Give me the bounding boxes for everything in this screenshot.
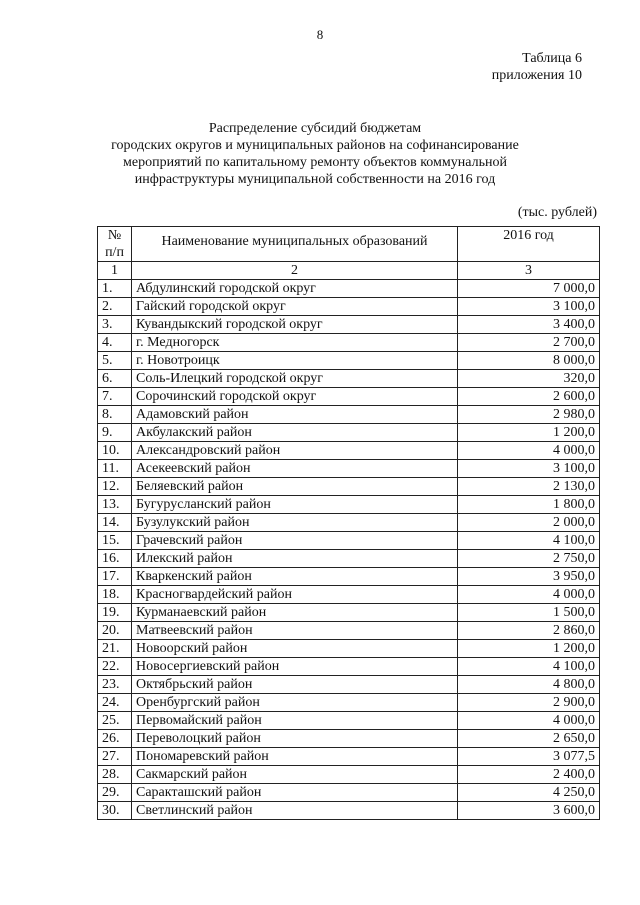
column-index: 3	[458, 262, 600, 280]
row-number: 21.	[98, 640, 132, 658]
header-name: Наименование муниципальных образований	[132, 227, 458, 262]
municipality-name: Гайский городской округ	[132, 298, 458, 316]
table-row	[98, 640, 600, 658]
subsidy-amount: 3 950,0	[458, 568, 600, 586]
subsidy-amount: 2 900,0	[458, 694, 600, 712]
row-number: 26.	[98, 730, 132, 748]
subsidy-amount: 3 400,0	[458, 316, 600, 334]
table-row	[98, 460, 600, 478]
table-row	[98, 280, 600, 298]
header-number-line1: №	[107, 228, 122, 243]
municipality-name: Абдулинский городской округ	[132, 280, 458, 298]
row-number: 23.	[98, 676, 132, 694]
table-row	[98, 694, 600, 712]
row-number: 24.	[98, 694, 132, 712]
municipality-name: Новоорский район	[132, 640, 458, 658]
subsidy-amount: 4 800,0	[458, 676, 600, 694]
row-number: 27.	[98, 748, 132, 766]
table-caption-line: Таблица 6	[522, 51, 582, 66]
subsidy-amount: 1 200,0	[458, 640, 600, 658]
row-number: 28.	[98, 766, 132, 784]
row-number: 30.	[98, 802, 132, 820]
municipality-name: Курманаевский район	[132, 604, 458, 622]
table-row	[98, 316, 600, 334]
table-row	[98, 424, 600, 442]
table-row	[98, 802, 600, 820]
subsidy-amount: 2 860,0	[458, 622, 600, 640]
table-row	[98, 658, 600, 676]
row-number: 11.	[98, 460, 132, 478]
document-title-line: мероприятий по капитальному ремонту объектов коммунальной	[123, 155, 507, 170]
municipality-name: Асекеевский район	[132, 460, 458, 478]
municipality-name: Александровский район	[132, 442, 458, 460]
table-row	[98, 586, 600, 604]
table-row	[98, 352, 600, 370]
subsidy-amount: 1 800,0	[458, 496, 600, 514]
row-number: 22.	[98, 658, 132, 676]
subsidy-amount: 2 650,0	[458, 730, 600, 748]
municipality-name: Илекский район	[132, 550, 458, 568]
table-row	[98, 784, 600, 802]
table-row	[98, 406, 600, 424]
municipality-name: Грачевский район	[132, 532, 458, 550]
subsidy-amount: 8 000,0	[458, 352, 600, 370]
row-number: 9.	[98, 424, 132, 442]
table-row	[98, 298, 600, 316]
subsidy-amount: 2 980,0	[458, 406, 600, 424]
subsidy-amount: 3 077,5	[458, 748, 600, 766]
subsidy-amount: 7 000,0	[458, 280, 600, 298]
subsidy-amount: 320,0	[458, 370, 600, 388]
municipality-name: Саракташский район	[132, 784, 458, 802]
municipality-name: Матвеевский район	[132, 622, 458, 640]
table-row	[98, 388, 600, 406]
document-title-line: городских округов и муниципальных районов на софинансирование	[111, 138, 519, 153]
table-row	[98, 766, 600, 784]
municipality-name: Первомайский район	[132, 712, 458, 730]
document-title-line: Распределение субсидий бюджетам	[208, 121, 422, 136]
municipality-name: г. Медногорск	[132, 334, 458, 352]
municipality-name: Кваркенский район	[132, 568, 458, 586]
subsidy-amount: 2 400,0	[458, 766, 600, 784]
table-header-row	[98, 227, 600, 262]
row-number: 5.	[98, 352, 132, 370]
table-row	[98, 730, 600, 748]
header-number	[98, 227, 132, 262]
subsidy-amount: 3 100,0	[458, 460, 600, 478]
row-number: 16.	[98, 550, 132, 568]
row-number: 3.	[98, 316, 132, 334]
table-row	[98, 334, 600, 352]
row-number: 7.	[98, 388, 132, 406]
row-number: 4.	[98, 334, 132, 352]
row-number: 1.	[98, 280, 132, 298]
document-title-line: инфраструктуры муниципальной собственности на 2016 год	[134, 172, 496, 187]
row-number: 19.	[98, 604, 132, 622]
row-number: 25.	[98, 712, 132, 730]
subsidy-amount: 1 200,0	[458, 424, 600, 442]
table-row	[98, 370, 600, 388]
table-caption-line: приложения 10	[491, 68, 582, 83]
row-number: 6.	[98, 370, 132, 388]
subsidy-amount: 4 000,0	[458, 586, 600, 604]
row-number: 13.	[98, 496, 132, 514]
units-label: (тыс. рублей)	[517, 205, 597, 220]
table-row	[98, 712, 600, 730]
subsidy-amount: 4 250,0	[458, 784, 600, 802]
subsidy-amount: 2 600,0	[458, 388, 600, 406]
municipality-name: Беляевский район	[132, 478, 458, 496]
row-number: 15.	[98, 532, 132, 550]
municipality-name: Оренбургский район	[132, 694, 458, 712]
column-index: 2	[132, 262, 458, 280]
row-number: 12.	[98, 478, 132, 496]
row-number: 14.	[98, 514, 132, 532]
table-row	[98, 532, 600, 550]
subsidy-amount: 3 600,0	[458, 802, 600, 820]
row-number: 2.	[98, 298, 132, 316]
table-caption	[492, 50, 582, 84]
row-number: 18.	[98, 586, 132, 604]
municipality-name: Соль-Илецкий городской округ	[132, 370, 458, 388]
municipality-name: Светлинский район	[132, 802, 458, 820]
subsidies-table	[97, 226, 600, 820]
subsidy-amount: 2 130,0	[458, 478, 600, 496]
table-row	[98, 604, 600, 622]
municipality-name: Сакмарский район	[132, 766, 458, 784]
column-index: 1	[98, 262, 132, 280]
municipality-name: Адамовский район	[132, 406, 458, 424]
table-row	[98, 514, 600, 532]
municipality-name: Сорочинский городской округ	[132, 388, 458, 406]
subsidy-amount: 4 000,0	[458, 712, 600, 730]
table-row	[98, 622, 600, 640]
page-number: 8	[316, 27, 324, 42]
municipality-name: Бугурусланский район	[132, 496, 458, 514]
table-row	[98, 550, 600, 568]
table-row	[98, 478, 600, 496]
municipality-name: Октябрьский район	[132, 676, 458, 694]
header-number-line2: п/п	[105, 245, 124, 260]
header-year: 2016 год	[458, 227, 600, 262]
row-number: 10.	[98, 442, 132, 460]
table-row	[98, 748, 600, 766]
document-title	[60, 120, 570, 188]
row-number: 17.	[98, 568, 132, 586]
row-number: 8.	[98, 406, 132, 424]
subsidy-amount: 1 500,0	[458, 604, 600, 622]
table-row	[98, 442, 600, 460]
table-row	[98, 676, 600, 694]
subsidy-amount: 2 000,0	[458, 514, 600, 532]
table-row	[98, 568, 600, 586]
municipality-name: Кувандыкский городской округ	[132, 316, 458, 334]
municipality-name: Новосергиевский район	[132, 658, 458, 676]
column-index-row	[98, 262, 600, 280]
subsidy-amount: 2 750,0	[458, 550, 600, 568]
municipality-name: Бузулукский район	[132, 514, 458, 532]
row-number: 29.	[98, 784, 132, 802]
municipality-name: Пономаревский район	[132, 748, 458, 766]
municipality-name: г. Новотроицк	[132, 352, 458, 370]
subsidy-amount: 3 100,0	[458, 298, 600, 316]
municipality-name: Переволоцкий район	[132, 730, 458, 748]
subsidy-amount: 4 000,0	[458, 442, 600, 460]
subsidy-amount: 2 700,0	[458, 334, 600, 352]
table-row	[98, 496, 600, 514]
subsidy-amount: 4 100,0	[458, 532, 600, 550]
municipality-name: Красногвардейский район	[132, 586, 458, 604]
municipality-name: Акбулакский район	[132, 424, 458, 442]
row-number: 20.	[98, 622, 132, 640]
subsidy-amount: 4 100,0	[458, 658, 600, 676]
